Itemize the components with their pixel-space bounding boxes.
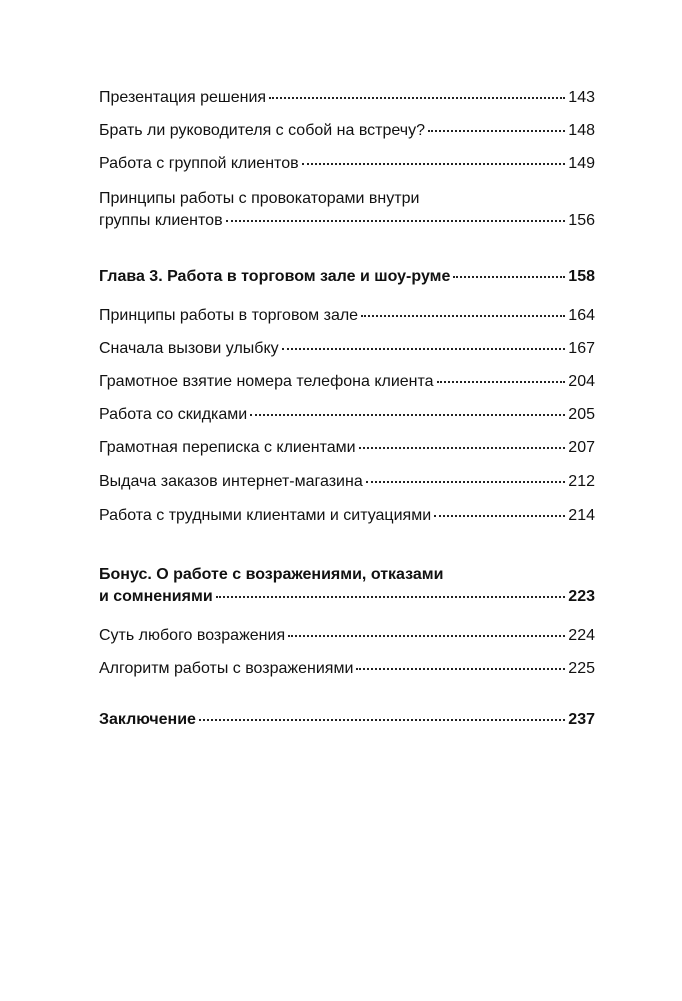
dot-leader [269, 96, 565, 99]
dot-leader [302, 162, 566, 165]
toc-chapter-entry [99, 564, 595, 608]
toc-chapter-entry [99, 709, 595, 731]
toc-entry-page: 164 [568, 307, 595, 324]
toc-entry-title: Сначала вызови улыбку [99, 340, 279, 357]
toc-entry-title: Работа с группой клиентов [99, 155, 299, 172]
toc-entry-title: Суть любого возражения [99, 627, 286, 644]
toc-entry-title: Работа со скидками [99, 406, 248, 423]
dot-leader [288, 634, 565, 637]
toc-entry-page: 167 [568, 340, 595, 357]
toc-entry [99, 471, 595, 493]
toc-entry [99, 120, 595, 142]
dot-leader [428, 129, 565, 132]
toc-entry-page: 205 [568, 406, 595, 423]
toc-entry-title: Выдача заказов интернет-магазина [99, 473, 363, 490]
toc-entry-title: Грамотная переписка с клиентами [99, 439, 356, 456]
toc-entry-title: группы клиентов [99, 212, 223, 229]
toc-entry [99, 188, 595, 232]
toc-entry [99, 87, 595, 109]
toc-entry-title: Алгоритм работы с возражениями [99, 660, 354, 677]
dot-leader [250, 413, 565, 416]
dot-leader [359, 446, 566, 449]
toc-entry-page: 214 [568, 507, 595, 524]
toc-entry [99, 404, 595, 426]
toc-entry-title: Глава 3. Работа в торговом зале и шоу-руме [99, 268, 451, 285]
dot-leader [199, 718, 565, 721]
dot-leader [437, 380, 566, 383]
dot-leader [434, 514, 565, 517]
toc-entry [99, 437, 595, 459]
toc-entry-title: Брать ли руководителя с собой на встречу? [99, 122, 425, 139]
dot-leader [226, 219, 566, 222]
toc-entry-page: 204 [568, 373, 595, 390]
dot-leader [356, 667, 565, 670]
toc-entry-page: 148 [568, 122, 595, 139]
toc-entry-title: Грамотное взятие номера телефона клиента [99, 373, 434, 390]
toc-entry-page: 149 [568, 155, 595, 172]
toc-entry [99, 153, 595, 175]
toc-entry-title: и сомнениями [99, 588, 213, 605]
toc-entry-page: 223 [568, 588, 595, 605]
toc-entry-page: 225 [568, 660, 595, 677]
toc-entry-page: 237 [568, 711, 595, 728]
toc-entry [99, 505, 595, 527]
toc-entry [99, 371, 595, 393]
toc-entry [99, 305, 595, 327]
toc-chapter-entry [99, 266, 595, 288]
toc-entry [99, 658, 595, 680]
toc-entry-title-line1: Бонус. О работе с возражениями, отказами [99, 566, 444, 583]
toc-entry-page: 207 [568, 439, 595, 456]
toc-entry [99, 625, 595, 647]
toc-entry-title-line1: Принципы работы с провокаторами внутри [99, 190, 420, 207]
dot-leader [366, 480, 566, 483]
toc-entry-title: Работа с трудными клиентами и ситуациями [99, 507, 432, 524]
toc-entry-title: Заключение [99, 711, 196, 728]
toc-entry-page: 212 [568, 473, 595, 490]
toc-entry-page: 143 [568, 89, 595, 106]
toc-entry-page: 156 [568, 212, 595, 229]
dot-leader [361, 314, 565, 317]
dot-leader [216, 595, 566, 598]
dot-leader [282, 347, 566, 350]
dot-leader [453, 275, 565, 278]
toc-entry-page: 224 [568, 627, 595, 644]
toc-entry-title: Презентация решения [99, 89, 267, 106]
toc-entry-page: 158 [568, 268, 595, 285]
toc-entry [99, 338, 595, 360]
toc-entry-title: Принципы работы в торговом зале [99, 307, 359, 324]
